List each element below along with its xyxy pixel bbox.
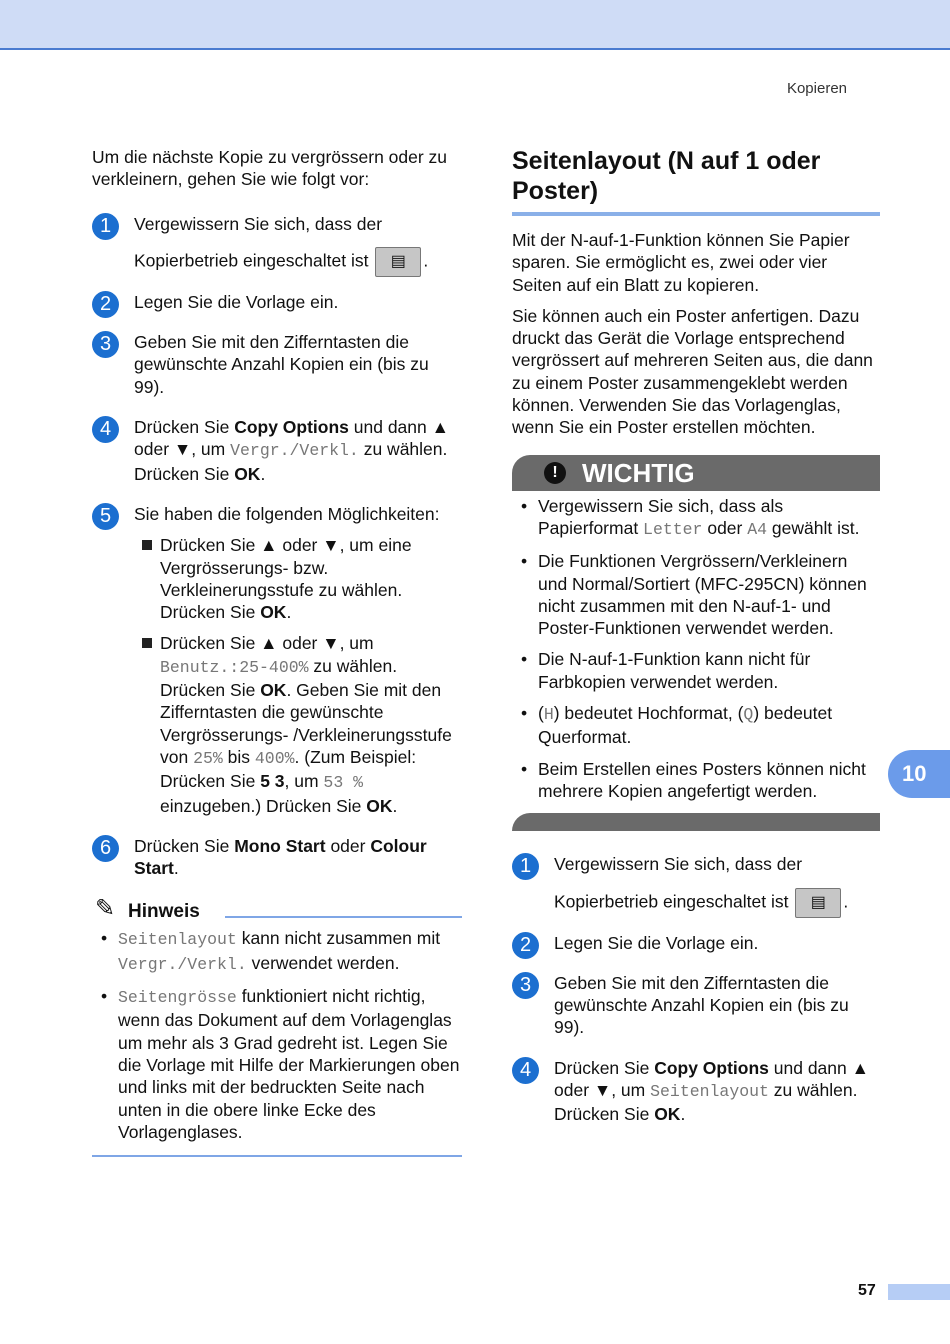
wichtig-header	[512, 455, 880, 491]
text-part: Drücken Sie ▲ oder ▼, um	[160, 633, 374, 654]
option-item	[134, 632, 462, 816]
text-part: kann nicht zusammen mit	[236, 928, 441, 949]
key-name: Colour Start	[134, 835, 427, 879]
copy-icon: ▤	[375, 247, 421, 277]
step-text-part: .	[423, 250, 429, 271]
top-band	[0, 0, 950, 50]
text-part: zu wählen. Drücken Sie	[554, 1080, 858, 1125]
step-number: 4	[92, 416, 119, 443]
chapter-tab[interactable]: 10	[888, 750, 950, 798]
warning-item	[512, 702, 880, 749]
step-number: 2	[92, 291, 119, 318]
text-part: ) bedeutet Hochformat, (	[553, 703, 744, 724]
text-part: . Geben Sie mit den Zifferntasten die gewünschte Vergrösserungs- /Verkleinerungsstufe von	[160, 680, 452, 767]
page-number: 57	[858, 1282, 876, 1299]
text-part: oder	[702, 517, 748, 538]
key-name: OK	[654, 1104, 681, 1125]
lcd-text: H	[543, 705, 554, 725]
step-1-layout	[512, 853, 880, 917]
step-text	[134, 835, 462, 880]
step-2-layout	[512, 932, 880, 954]
hinweis-end-rule	[92, 1155, 462, 1157]
copy-icon: ▤	[795, 888, 841, 918]
lcd-text: Q	[743, 705, 754, 725]
text-part: funktioniert nicht richtig, wenn das Dokument auf dem Vorlagenglas um mehr als 3 Grad gedreht ist. Legen Sie die Vorlage mit Hilfe der Markierungen oben und links mit der bedruckten Seite nach unten in die obere linke Ecke des Vorlagenglases.	[118, 986, 460, 1142]
lcd-text: Seitenlayout	[118, 930, 237, 950]
left-column	[92, 146, 462, 1157]
text-part: Drücken Sie ▲ oder ▼, um eine Vergrösserungs- bzw. Verkleinerungsstufe zu wählen. Drücken Sie	[160, 535, 412, 623]
step-text: Geben Sie mit den Zifferntasten die gewünschte Anzahl Kopien ein (bis zu 99).	[554, 972, 849, 1038]
text-part: .	[392, 795, 398, 816]
option-text	[160, 534, 462, 623]
warning-text	[538, 702, 880, 749]
step-6-enlarge	[92, 835, 462, 880]
step-4-layout	[512, 1057, 880, 1126]
text-part: bis	[222, 746, 255, 767]
pencil-icon: ✎	[95, 895, 116, 923]
text-part: , um	[284, 771, 324, 792]
step-text	[134, 416, 462, 485]
text-part: Drücken Sie	[134, 417, 235, 438]
warning-item	[512, 648, 880, 693]
step-text: Sie haben die folgenden Möglichkeiten:	[134, 503, 440, 524]
warning-text: • Die N-auf-1-Funktion kann nicht für Farbkopien verwendet werden.	[538, 649, 811, 692]
step-text-part: Kopierbetrieb eingeschaltet ist	[554, 891, 789, 912]
option-text	[160, 632, 462, 816]
step-text-line2	[134, 247, 462, 277]
section-heading: Seitenlayout (N auf 1 oder Poster)	[512, 147, 821, 205]
key-name: OK	[234, 463, 261, 484]
note-text	[118, 927, 462, 976]
step-text: Legen Sie die Vorlage ein.	[554, 932, 759, 953]
hinweis-title: Hinweis	[128, 901, 200, 923]
text-part: .	[260, 463, 266, 484]
step-number: 4	[512, 1057, 539, 1084]
text-part: (	[538, 703, 544, 724]
note-item	[92, 985, 462, 1143]
step-text-line2	[554, 888, 880, 918]
wichtig-title: WICHTIG	[582, 457, 695, 488]
lcd-text: Vergr./Verkl.	[118, 954, 247, 974]
step-text	[554, 1057, 880, 1126]
warning-text: • Beim Erstellen eines Posters können nicht mehrere Kopien angefertigt werden.	[538, 758, 866, 801]
note-text	[118, 985, 462, 1143]
step-4-enlarge	[92, 416, 462, 485]
step-number: 2	[512, 932, 539, 959]
heading-rule	[512, 212, 880, 216]
step-2-enlarge	[92, 291, 462, 313]
step-text-part: Kopierbetrieb eingeschaltet ist	[134, 250, 369, 271]
text-part: und dann ▲ oder ▼, um	[554, 1057, 869, 1101]
step-3-enlarge	[92, 331, 462, 398]
step-number: 3	[92, 331, 119, 358]
wichtig-end-bar	[512, 813, 880, 831]
key-name: OK	[366, 795, 393, 816]
lcd-text: A4	[747, 519, 768, 539]
text-part: verwendet werden.	[246, 952, 400, 973]
warning-text	[538, 495, 880, 542]
hinweis-box	[92, 895, 462, 1157]
key-name: OK	[260, 602, 287, 623]
lcd-text: Benutz.:25-400%	[160, 657, 309, 677]
text-part: und dann ▲ oder ▼, um	[134, 417, 449, 460]
text-part: .	[680, 1104, 686, 1125]
hinweis-header	[92, 895, 462, 925]
note-item	[92, 927, 462, 976]
lcd-text: Seitenlayout	[650, 1082, 769, 1102]
text-part: gewählt ist.	[767, 517, 860, 538]
step-5-enlarge	[92, 503, 462, 817]
key-name: Copy Options	[654, 1057, 769, 1078]
key-name: Mono Start	[234, 835, 326, 856]
step-number: 3	[512, 972, 539, 999]
step-text: Vergewissern Sie sich, dass der	[134, 213, 383, 234]
option-item	[134, 534, 462, 623]
warning-item	[512, 495, 880, 542]
intro-paragraph: Mit der N-auf-1-Funktion können Sie Papier sparen. Sie ermöglicht es, zwei oder vier Seiten auf ein Blatt zu kopieren.	[512, 230, 850, 295]
text-part: Drücken Sie	[134, 835, 235, 856]
text-part: Vergewissern Sie sich, dass als Papierformat	[538, 495, 784, 538]
lcd-text: Seitengrösse	[118, 988, 237, 1008]
hinweis-rule	[225, 916, 462, 918]
step-number: 1	[512, 853, 539, 880]
key-name: Copy Options	[234, 417, 349, 438]
text-part: zu wählen. Drücken Sie	[160, 655, 398, 701]
page-number-bar	[888, 1284, 950, 1300]
poster-paragraph: Sie können auch ein Poster anfertigen. Dazu druckt das Gerät die Vorlage entsprechend vergrössert auf mehreren Seiten aus, die dann zu einem Poster zusammengeklebt werden können. Verwenden Sie das Vorlagenglas, wenn Sie ein Poster erstellen möchten.	[512, 305, 873, 438]
step-number: 5	[92, 503, 119, 530]
text-part: ) bedeutet Querformat.	[538, 703, 833, 748]
lcd-text: Vergr./Verkl.	[230, 441, 359, 461]
step-text-part: .	[843, 891, 849, 912]
step-number: 1	[92, 213, 119, 240]
text-part: .	[173, 858, 179, 879]
warning-item	[512, 550, 880, 639]
step-text: Geben Sie mit den Zifferntasten die gewünschte Anzahl Kopien ein (bis zu 99).	[134, 332, 429, 397]
text-part: zu wählen. Drücken Sie	[134, 439, 448, 484]
key-name: 5 3	[260, 771, 285, 792]
step-3-layout	[512, 972, 880, 1039]
text-part: . (Zum Beispiel: Drücken Sie	[160, 746, 417, 792]
lcd-text: Letter	[643, 519, 703, 539]
step-number: 6	[92, 835, 119, 862]
running-header: Kopieren	[786, 80, 847, 97]
exclamation-icon: !	[544, 462, 566, 484]
lcd-text: 25%	[193, 748, 223, 768]
lcd-text: 400%	[254, 748, 295, 768]
text-part: .	[286, 602, 292, 623]
warning-text: • Die Funktionen Vergrössern/Verkleinern und Normal/Sortiert (MFC-295CN) können nicht zusammen mit den N-auf-1- und Poster-Funktionen verwendet werden.	[538, 551, 867, 639]
step-text: Vergewissern Sie sich, dass der	[554, 854, 803, 875]
wichtig-box	[512, 455, 880, 832]
text-part: einzugeben.) Drücken Sie	[160, 795, 367, 816]
text-part: oder	[325, 835, 371, 856]
lcd-text: 53 %	[323, 773, 364, 793]
step-1-enlarge	[92, 213, 462, 277]
key-name: OK	[260, 680, 287, 701]
text-part: Drücken Sie	[554, 1057, 655, 1078]
warning-item	[512, 758, 880, 803]
step-text: Legen Sie die Vorlage ein.	[134, 291, 339, 312]
intro-text: Um die nächste Kopie zu vergrössern oder zu verkleinern, gehen Sie wie folgt vor:	[92, 147, 448, 190]
right-column	[512, 146, 880, 1126]
